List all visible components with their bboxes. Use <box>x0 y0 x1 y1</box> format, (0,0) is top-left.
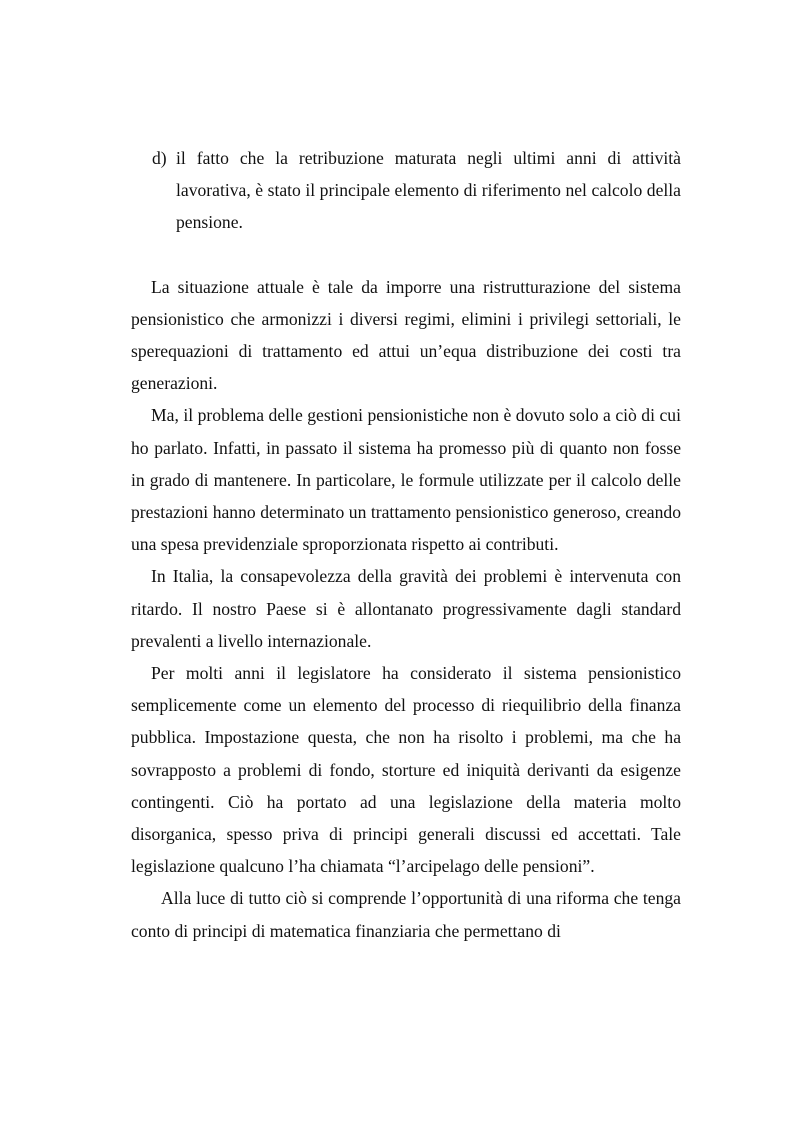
paragraph-riforma: Alla luce di tutto ciò si comprende l’opportunità di una riforma che tenga conto di principi di matematica finanziaria che permettano di <box>131 888 681 941</box>
list-item-text: il fatto che la retribuzione maturata negli ultimi anni di attività lavorativa, è stato il principale elemento di riferimento nel calcolo della pensione. <box>176 148 681 233</box>
section-gap <box>131 239 681 271</box>
document-page <box>131 142 681 947</box>
paragraph-italia: In Italia, la consapevolezza della gravità dei problemi è intervenuta con ritardo. Il nostro Paese si è allontanato progressivamente dagli standard prevalenti a livello internazionale. <box>131 566 681 651</box>
paragraph-problema: Ma, il problema delle gestioni pensionistiche non è dovuto solo a ciò di cui ho parlato. Infatti, in passato il sistema ha promesso più di quanto non fosse in grado di mantenere. In particolare, le formule utilizzate per il calcolo delle prestazioni hanno determinato un trattamento pensionistico generoso, creando una spesa previdenziale sproporzionata rispetto ai contributi. <box>131 405 681 555</box>
list-item-d <box>152 142 681 239</box>
paragraph-legislatore: Per molti anni il legislatore ha considerato il sistema pensionistico semplicemente come un elemento del processo di riequilibrio della finanza pubblica. Impostazione questa, che non ha risolto i problemi, ma che ha sovrapposto a problemi di fondo, storture ed iniquità derivanti da esigenze contingenti. Ciò ha portato ad una legislazione della materia molto disorganica, spesso priva di principi generali discussi ed accettati. Tale legislazione qualcuno l’ha chiamata “l’arcipelago delle pensioni”. <box>131 663 681 877</box>
list-marker: d) <box>152 148 167 168</box>
paragraph-situazione: La situazione attuale è tale da imporre una ristrutturazione del sistema pensionistico che armonizzi i diversi regimi, elimini i privilegi settoriali, le sperequazioni di trattamento ed attui un’equa distribuzione dei costi tra generazioni. <box>131 276 681 394</box>
